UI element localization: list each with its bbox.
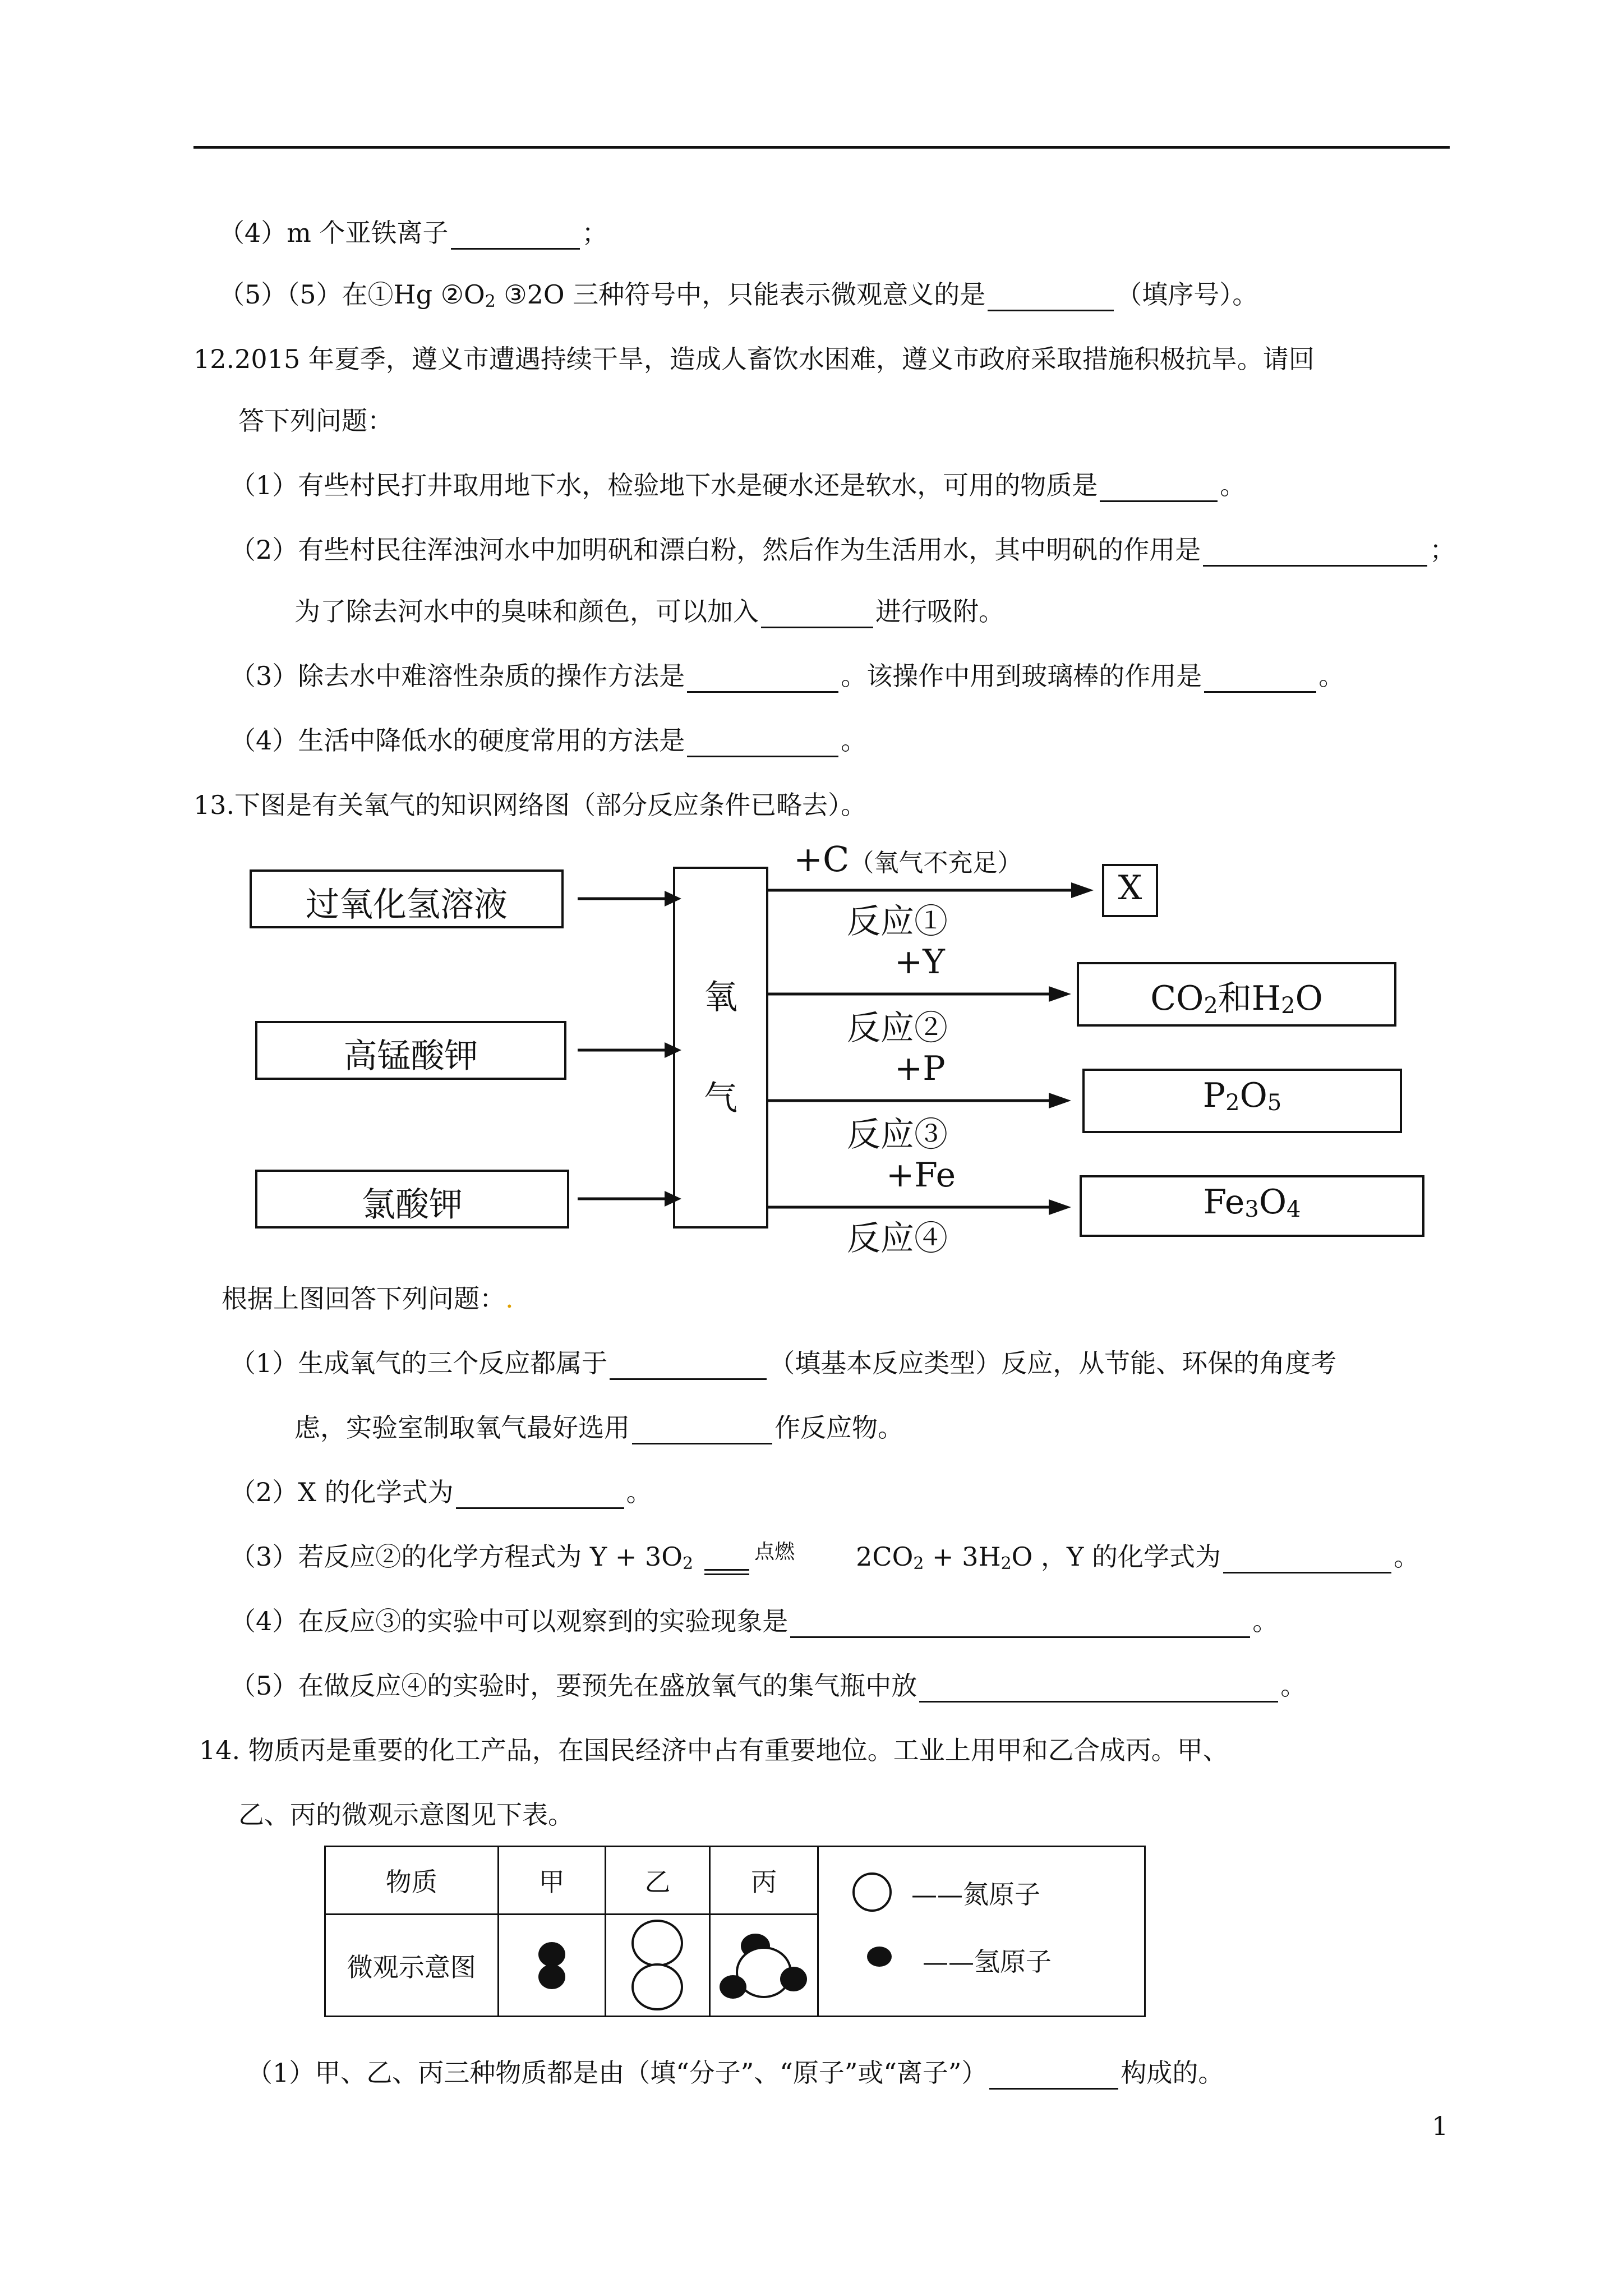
legend-text: ——氮原子 [911, 1879, 1040, 1910]
answer-blank[interactable] [989, 2060, 1118, 2090]
row-label: 微观示意图 [325, 1915, 499, 2017]
answer-blank[interactable] [632, 1415, 772, 1444]
q13-answer-intro: 根据上图回答下列问题：. [222, 1283, 514, 1314]
reaction-label: 反应② [847, 1009, 948, 1048]
q12-item4: （4）生活中降低水的硬度常用的方法是 。 [230, 724, 866, 757]
table-header: 乙 [605, 1847, 710, 1915]
answer-blank[interactable] [1100, 472, 1218, 502]
source-label: 高锰酸钾 [343, 1037, 478, 1076]
table-header: 丙 [710, 1847, 818, 1915]
answer-blank[interactable] [451, 220, 580, 250]
answer-blank[interactable] [1203, 537, 1427, 567]
reaction-condition: 点燃 [693, 1540, 856, 1573]
q12-item2b: 为了除去河水中的臭味和颜色，可以加入 进行吸附。 [294, 595, 1004, 628]
ammonia-molecule-icon [716, 1926, 811, 2005]
hydrogen-atom-icon [863, 1943, 896, 1971]
answer-blank[interactable] [610, 1350, 767, 1380]
legend-text: ——氢原子 [923, 1947, 1052, 1977]
answer-blank[interactable] [687, 663, 838, 693]
q13-item3: （3）若反应②的化学方程式为 $Y + 3O_2$点燃 $2CO_2 + 3H_2O$ ，Y 的化学式为 。 [230, 1540, 1419, 1573]
q12-item3: （3）除去水中难溶性杂质的操作方法是 。该操作中用到玻璃棒的作用是 。 [230, 659, 1344, 693]
q13-item1b: 虑，实验室制取氧气最好选用 作反应物。 [294, 1411, 903, 1444]
nitrogen-molecule-icon [626, 1918, 688, 2013]
q11-item4: （4）m 个亚铁离子 ； [219, 216, 608, 250]
product-label: $P_2O_5$ [1202, 1076, 1282, 1116]
oxygen-label-char: 氧 [704, 978, 737, 1017]
header-rule [193, 146, 1450, 149]
reaction-reagent: +C（氧气不充足） [794, 839, 1022, 880]
table-header: 物质 [325, 1847, 499, 1915]
hydrogen-molecule-icon [529, 1935, 574, 1996]
bing-molecule-cell [710, 1915, 818, 2017]
answer-blank[interactable] [761, 599, 873, 628]
arrowhead-icon [665, 1042, 681, 1058]
q12-item2a: （2）有些村民往浑浊河水中加明矾和漂白粉，然后作为生活用水，其中明矾的作用是 ； [230, 533, 1455, 567]
q13-item5: （5）在做反应④的实验时，要预先在盛放氧气的集气瓶中放 。 [230, 1669, 1306, 1703]
q13-intro: 13.下图是有关氧气的知识网络图（部分反应条件已略去）。 [193, 790, 867, 820]
q12-item1: （1）有些村民打井取用地下水，检验地下水是硬水还是软水，可用的物质是 。 [230, 468, 1246, 502]
q13-item2: （2）X 的化学式为 。 [230, 1475, 652, 1509]
reaction-label: 反应④ [847, 1219, 948, 1258]
answer-blank[interactable] [687, 728, 838, 757]
answer-blank[interactable] [790, 1608, 1250, 1638]
oxygen-network-diagram [247, 839, 1436, 1258]
reaction-reagent: +Y [895, 942, 945, 982]
arrowhead-icon [665, 1191, 681, 1207]
arrowhead-icon [1049, 1093, 1071, 1108]
q14-item1: （1）甲、乙、丙三种物质都是由（填“分子”、“原子”或“离子”） 构成的。 [247, 2056, 1224, 2090]
product-label: $Fe_3O_4$ [1203, 1182, 1301, 1222]
answer-blank[interactable] [919, 1673, 1278, 1703]
product-label: $CO_2$和$H_2O$ [1150, 979, 1323, 1019]
table-header: 甲 [498, 1847, 605, 1915]
answer-blank[interactable] [1223, 1544, 1391, 1573]
jia-molecule-cell [498, 1915, 605, 2017]
answer-blank[interactable] [456, 1479, 624, 1509]
source-label: 氯酸钾 [362, 1185, 463, 1225]
nitrogen-atom-icon [850, 1870, 895, 1915]
q12-intro-2: 答下列问题： [238, 406, 393, 436]
oxygen-label-char: 气 [704, 1079, 737, 1118]
q14-intro-2: 乙、丙的微观示意图见下表。 [238, 1800, 574, 1830]
arrowhead-icon [1049, 1199, 1071, 1215]
reaction-reagent: +P [895, 1049, 946, 1088]
q11-item5: （5）（5）在①Hg $②O_2$ ③2O 三种符号中，只能表示微观意义的是 （填序号）。 [219, 279, 1258, 311]
arrowhead-icon [1049, 986, 1071, 1002]
q13-item1a: （1）生成氧气的三个反应都属于 （填基本反应类型）反应，从节能、环保的角度考 [230, 1346, 1336, 1380]
yi-molecule-cell [605, 1915, 710, 2017]
arrowhead-icon [1071, 882, 1094, 898]
reaction-reagent: +Fe [886, 1156, 956, 1195]
reaction-label: 反应① [847, 902, 948, 941]
answer-blank[interactable] [1204, 663, 1316, 693]
source-label: 过氧化氢溶液 [306, 885, 508, 924]
page-number: 1 [1432, 2111, 1449, 2141]
q12-intro-1: 12.2015 年夏季，遵义市遭遇持续干旱，造成人畜饮水困难，遵义市政府采取措施积极抗旱。请回 [193, 344, 1315, 374]
q14-intro-1: 14. 物质丙是重要的化工产品，在国民经济中占有重要地位。工业上用甲和乙合成丙。甲、 [199, 1735, 1229, 1765]
reaction-label: 反应③ [847, 1115, 948, 1154]
micro-diagram-table [324, 1846, 1146, 2017]
q13-item4: （4）在反应③的实验中可以观察到的实验现象是 。 [230, 1604, 1278, 1638]
arrowhead-icon [665, 891, 681, 907]
product-label: X [1118, 868, 1142, 908]
legend-cell [818, 1847, 1145, 2017]
answer-blank[interactable] [988, 282, 1114, 311]
